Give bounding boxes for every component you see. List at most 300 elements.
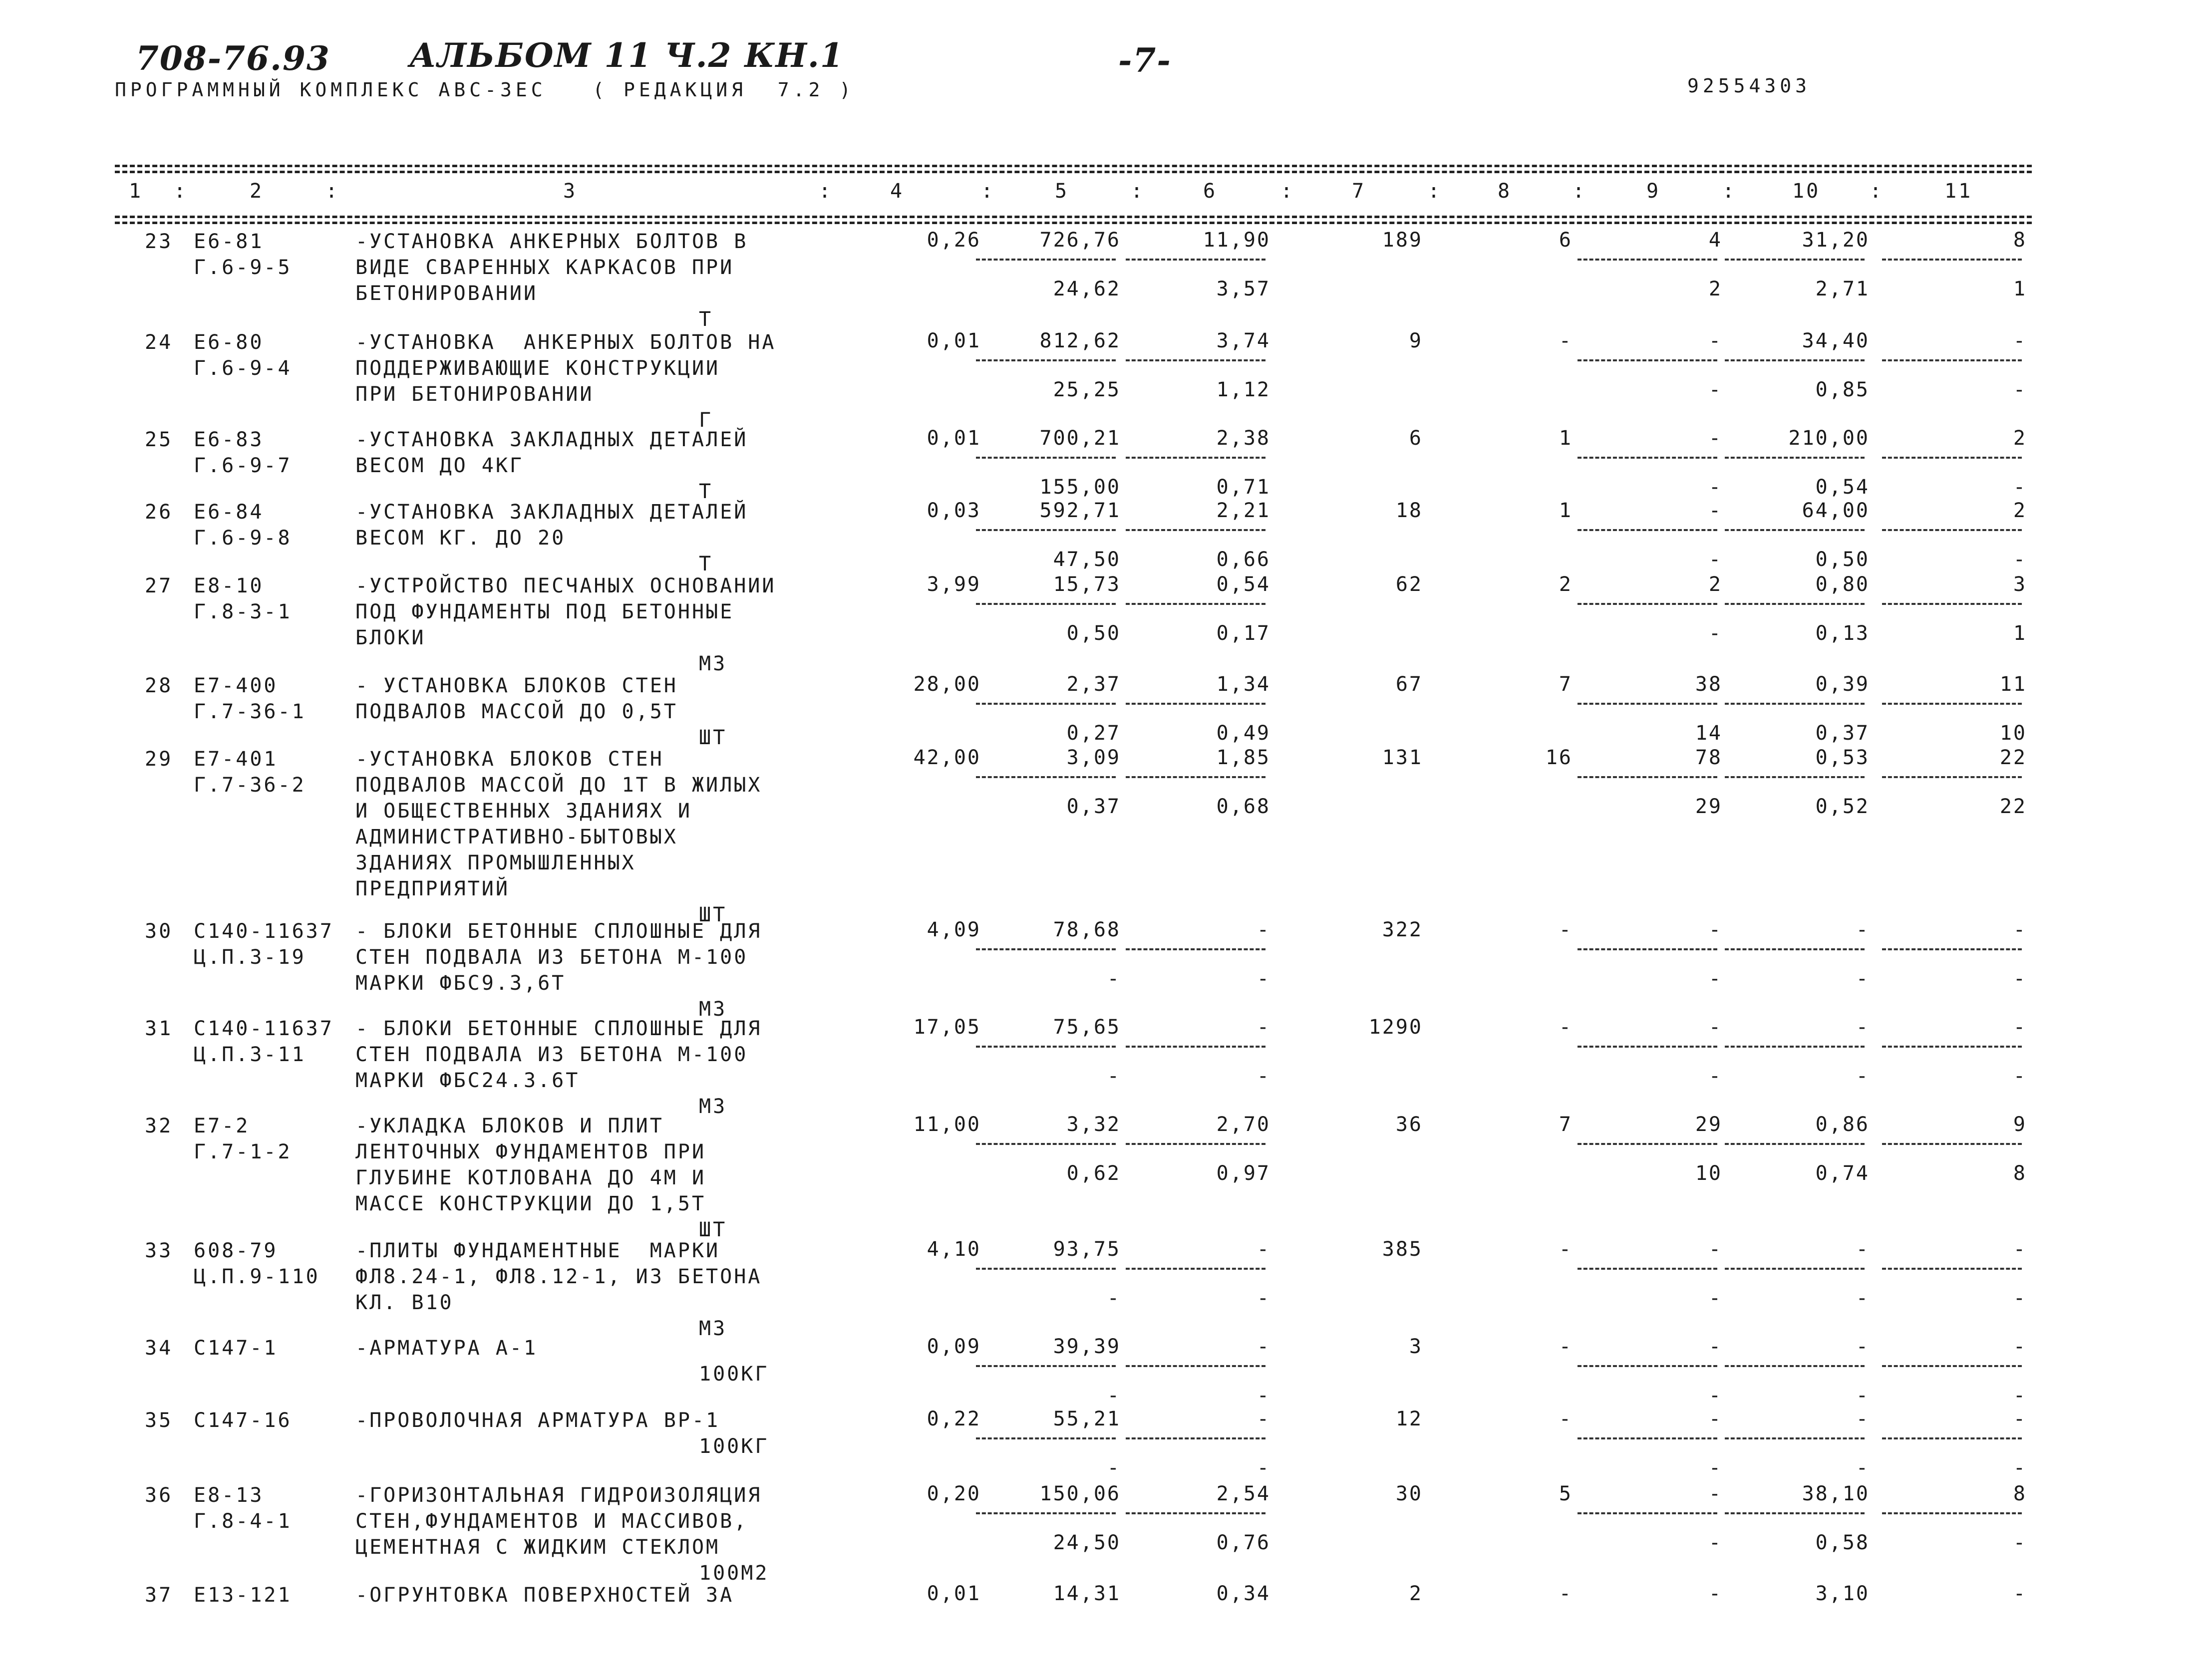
value-c9b: 14 <box>1695 722 1722 745</box>
value-c10: 0,80 <box>1815 573 1870 596</box>
value-c10: - <box>1856 1238 1870 1261</box>
value-c10b: - <box>1856 967 1870 990</box>
rate-code: Е8-13 <box>194 1484 264 1507</box>
value-c10b: 0,37 <box>1815 722 1870 745</box>
work-description-line: АДМИНИСТРАТИВНО-БЫТОВЫХ <box>355 826 678 848</box>
fraction-rule <box>1882 1512 2022 1514</box>
col-separator: : <box>1870 180 1884 203</box>
value-c11b: - <box>2013 1287 2027 1310</box>
fraction-rule <box>1126 1143 1265 1145</box>
value-c6b: - <box>1257 967 1270 990</box>
value-c6: 0,54 <box>1216 573 1270 596</box>
value-c5b: - <box>1107 1287 1121 1310</box>
row-number: 32 <box>145 1115 173 1137</box>
value-c6: - <box>1257 1016 1270 1039</box>
fraction-rule <box>1725 603 1865 605</box>
value-c7: 6 <box>1409 427 1423 450</box>
value-c11: - <box>2013 1407 2027 1430</box>
value-c11: - <box>2013 329 2027 352</box>
value-c5b: - <box>1107 1384 1121 1407</box>
value-c9: - <box>1708 1582 1722 1605</box>
value-c10: - <box>1856 1335 1870 1358</box>
work-description-line: ГЛУБИНЕ КОТЛОВАНА ДО 4М И <box>355 1166 706 1189</box>
col-header-10: 10 <box>1792 180 1821 203</box>
fraction-rule <box>1578 1365 1717 1367</box>
row-number: 23 <box>145 230 173 253</box>
col-separator: : <box>1280 180 1295 203</box>
fraction-rule <box>976 1365 1116 1367</box>
rate-reference: Г.6-9-5 <box>194 256 292 279</box>
fraction-rule <box>1725 1437 1865 1439</box>
rate-code: 608-79 <box>194 1239 278 1262</box>
value-c10b: 0,58 <box>1815 1531 1870 1554</box>
fraction-rule <box>1882 1143 2022 1145</box>
fraction-rule <box>1725 457 1865 459</box>
fraction-rule <box>1578 1512 1717 1514</box>
value-c4: 0,09 <box>927 1335 981 1358</box>
work-description-line: МАССЕ КОНСТРУКЦИИ ДО 1,5Т <box>355 1192 706 1215</box>
value-c7: 36 <box>1395 1113 1423 1136</box>
page-number: -7- <box>1118 41 1172 80</box>
value-c7: 67 <box>1395 673 1423 696</box>
work-description-line: КЛ. В10 <box>355 1291 454 1314</box>
value-c4: 28,00 <box>913 673 981 696</box>
fraction-rule <box>1882 1268 2022 1270</box>
fraction-rule <box>1126 776 1265 778</box>
fraction-rule <box>1882 1365 2022 1367</box>
col-separator: : <box>1573 180 1587 203</box>
fraction-rule <box>976 529 1116 531</box>
work-description-line: -УСТАНОВКА БЛОКОВ СТЕН <box>355 748 664 771</box>
value-c5: 3,32 <box>1066 1113 1121 1136</box>
value-c4: 11,00 <box>913 1113 981 1136</box>
rate-reference: Г.8-4-1 <box>194 1510 292 1533</box>
value-c6: 2,70 <box>1216 1113 1270 1136</box>
value-c8: - <box>1559 329 1573 352</box>
value-c6: - <box>1257 1335 1270 1358</box>
row-number: 24 <box>145 331 173 354</box>
col-separator: : <box>1428 180 1442 203</box>
measure-unit: Т <box>699 553 713 575</box>
value-c7: 2 <box>1409 1582 1423 1605</box>
rate-code: Е7-400 <box>194 674 278 697</box>
value-c5: 75,65 <box>1053 1016 1121 1039</box>
value-c5: 55,21 <box>1053 1407 1121 1430</box>
value-c10b: 0,85 <box>1815 378 1870 401</box>
value-c6: 2,38 <box>1216 427 1270 450</box>
fraction-rule <box>1882 1046 2022 1048</box>
row-number: 30 <box>145 920 173 943</box>
fraction-rule <box>1882 529 2022 531</box>
work-description-line: СТЕН,ФУНДАМЕНТОВ И МАССИВОВ, <box>355 1510 748 1533</box>
value-c6b: 0,66 <box>1216 548 1270 571</box>
value-c5: 2,37 <box>1066 673 1121 696</box>
fraction-rule <box>976 1437 1116 1439</box>
row-number: 28 <box>145 674 173 697</box>
value-c4: 4,10 <box>927 1238 981 1261</box>
fraction-rule <box>1578 1046 1717 1048</box>
value-c11: 2 <box>2013 427 2027 450</box>
value-c11b: - <box>2013 1531 2027 1554</box>
value-c5b: 47,50 <box>1053 548 1121 571</box>
value-c9: 4 <box>1708 229 1722 252</box>
fraction-rule <box>1126 948 1265 950</box>
value-c5: 93,75 <box>1053 1238 1121 1261</box>
measure-unit: ШТ <box>699 903 727 926</box>
value-c9: - <box>1708 1335 1722 1358</box>
col-header-2: 2 <box>250 180 264 203</box>
value-c9: - <box>1708 1238 1722 1261</box>
rate-code: Е6-84 <box>194 501 264 524</box>
value-c8: 6 <box>1559 229 1573 252</box>
value-c8: 2 <box>1559 573 1573 596</box>
work-description-line: ПОДВАЛОВ МАССОЙ ДО 0,5Т <box>355 700 678 723</box>
value-c7: 385 <box>1382 1238 1423 1261</box>
col-header-11: 11 <box>1944 180 1973 203</box>
value-c10b: 0,13 <box>1815 622 1870 645</box>
value-c6b: 0,68 <box>1216 795 1270 818</box>
work-description-line: -УСТАНОВКА ЗАКЛАДНЫХ ДЕТАЛЕЙ <box>355 501 748 524</box>
value-c6: 2,21 <box>1216 499 1270 522</box>
rate-code: Е6-83 <box>194 428 264 451</box>
work-description-line: -УСТАНОВКА ЗАКЛАДНЫХ ДЕТАЛЕЙ <box>355 428 748 451</box>
value-c4: 0,22 <box>927 1407 981 1430</box>
work-description-line: ВИДЕ СВАРЕННЫХ КАРКАСОВ ПРИ <box>355 256 734 279</box>
value-c5b: 24,62 <box>1053 278 1121 300</box>
value-c9b: - <box>1708 1065 1722 1088</box>
fraction-rule <box>1725 259 1865 261</box>
value-c9: 38 <box>1695 673 1722 696</box>
value-c6: 2,54 <box>1216 1482 1270 1505</box>
value-c9b: - <box>1708 622 1722 645</box>
value-c11: 3 <box>2013 573 2027 596</box>
value-c7: 18 <box>1395 499 1423 522</box>
work-description-line: -ОГРУНТОВКА ПОВЕРХНОСТЕЙ ЗА <box>355 1584 734 1607</box>
rate-code: Е6-80 <box>194 331 264 354</box>
fraction-rule <box>976 1143 1116 1145</box>
value-c11b: 1 <box>2013 622 2027 645</box>
value-c9b: - <box>1708 378 1722 401</box>
value-c4: 0,20 <box>927 1482 981 1505</box>
value-c6b: 0,17 <box>1216 622 1270 645</box>
value-c9b: 2 <box>1708 278 1722 300</box>
value-c6: 3,74 <box>1216 329 1270 352</box>
value-c10b: - <box>1856 1384 1870 1407</box>
fraction-rule <box>1578 529 1717 531</box>
fraction-rule <box>1578 457 1717 459</box>
table-top-rule-2 <box>115 171 2032 173</box>
value-c5b: - <box>1107 1456 1121 1479</box>
rate-code: Е7-401 <box>194 748 278 771</box>
col-header-6: 6 <box>1203 180 1218 203</box>
document-code: 708-76.93 <box>136 39 330 78</box>
value-c7: 189 <box>1382 229 1423 252</box>
fraction-rule <box>976 703 1116 705</box>
row-number: 33 <box>145 1239 173 1262</box>
value-c4: 0,26 <box>927 229 981 252</box>
fraction-rule <box>1126 1512 1265 1514</box>
work-description-line: -УСТАНОВКА АНКЕРНЫХ БОЛТОВ В <box>355 230 748 253</box>
value-c4: 0,01 <box>927 329 981 352</box>
value-c7: 12 <box>1395 1407 1423 1430</box>
work-description-line: -УСТАНОВКА АНКЕРНЫХ БОЛТОВ НА <box>355 331 776 354</box>
fraction-rule <box>1578 1437 1717 1439</box>
fraction-rule <box>976 1046 1116 1048</box>
fraction-rule <box>1126 457 1265 459</box>
value-c6: - <box>1257 918 1270 941</box>
value-c7: 62 <box>1395 573 1423 596</box>
fraction-rule <box>1882 359 2022 361</box>
value-c11b: 1 <box>2013 278 2027 300</box>
value-c9: - <box>1708 427 1722 450</box>
fraction-rule <box>1725 703 1865 705</box>
fraction-rule <box>1126 359 1265 361</box>
value-c6b: - <box>1257 1065 1270 1088</box>
value-c10b: 0,50 <box>1815 548 1870 571</box>
value-c11: - <box>2013 1335 2027 1358</box>
fraction-rule <box>1126 529 1265 531</box>
fraction-rule <box>1882 703 2022 705</box>
value-c6b: 0,71 <box>1216 476 1270 499</box>
work-description-line: -ПЛИТЫ ФУНДАМЕНТНЫЕ МАРКИ <box>355 1239 720 1262</box>
value-c5b: 0,62 <box>1066 1162 1121 1185</box>
value-c9: 78 <box>1695 746 1722 769</box>
value-c10: 3,10 <box>1815 1582 1870 1605</box>
value-c8: 1 <box>1559 427 1573 450</box>
work-description-line: СТЕН ПОДВАЛА ИЗ БЕТОНА М-100 <box>355 946 748 969</box>
value-c8: 7 <box>1559 673 1573 696</box>
value-c9: 2 <box>1708 573 1722 596</box>
value-c10: 0,39 <box>1815 673 1870 696</box>
value-c8: - <box>1559 1016 1573 1039</box>
rate-code: С140-11637 <box>194 1017 334 1040</box>
value-c6: 1,85 <box>1216 746 1270 769</box>
col-header-7: 7 <box>1352 180 1366 203</box>
value-c7: 30 <box>1395 1482 1423 1505</box>
value-c6b: - <box>1257 1456 1270 1479</box>
value-c5: 39,39 <box>1053 1335 1121 1358</box>
col-separator: : <box>1131 180 1145 203</box>
col-header-4: 4 <box>890 180 905 203</box>
rate-reference: Ц.П.3-19 <box>194 946 306 969</box>
value-c4: 42,00 <box>913 746 981 769</box>
fraction-rule <box>1725 529 1865 531</box>
value-c5: 700,21 <box>1039 427 1121 450</box>
value-c5b: 25,25 <box>1053 378 1121 401</box>
rate-reference: Г.6-9-8 <box>194 527 292 550</box>
fraction-rule <box>1578 948 1717 950</box>
fraction-rule <box>1882 948 2022 950</box>
row-number: 35 <box>145 1409 173 1432</box>
value-c9b: - <box>1708 1384 1722 1407</box>
fraction-rule <box>1725 359 1865 361</box>
fraction-rule <box>1578 1143 1717 1145</box>
measure-unit: М3 <box>699 1095 727 1118</box>
fraction-rule <box>976 457 1116 459</box>
value-c4: 4,09 <box>927 918 981 941</box>
value-c11b: 8 <box>2013 1162 2027 1185</box>
rate-reference: Ц.П.9-110 <box>194 1265 320 1288</box>
rate-reference: Г.6-9-4 <box>194 357 292 380</box>
value-c5: 78,68 <box>1053 918 1121 941</box>
measure-unit: 100КГ <box>699 1363 769 1386</box>
row-number: 31 <box>145 1017 173 1040</box>
value-c9b: - <box>1708 1287 1722 1310</box>
value-c10b: - <box>1856 1456 1870 1479</box>
value-c6: - <box>1257 1407 1270 1430</box>
fraction-rule <box>1725 1143 1865 1145</box>
work-description-line: ПОД ФУНДАМЕНТЫ ПОД БЕТОННЫЕ <box>355 600 734 623</box>
value-c5b: 0,50 <box>1066 622 1121 645</box>
value-c9: - <box>1708 918 1722 941</box>
value-c11b: - <box>2013 378 2027 401</box>
value-c11b: - <box>2013 548 2027 571</box>
row-number: 34 <box>145 1337 173 1360</box>
work-description-line: МАРКИ ФБС9.3,6Т <box>355 972 566 995</box>
fraction-rule <box>976 1512 1116 1514</box>
col-separator: : <box>325 180 340 203</box>
value-c10: 0,53 <box>1815 746 1870 769</box>
work-description-line: ПРИ БЕТОНИРОВАНИИ <box>355 383 594 406</box>
fraction-rule <box>1126 1046 1265 1048</box>
value-c4: 0,01 <box>927 1582 981 1605</box>
work-description-line: БЛОКИ <box>355 626 426 649</box>
header-bottom-rule <box>115 216 2032 218</box>
fraction-rule <box>1578 259 1717 261</box>
fraction-rule <box>1725 1512 1865 1514</box>
rate-code: Е13-121 <box>194 1584 292 1607</box>
measure-unit: М3 <box>699 1317 727 1340</box>
value-c9b: 10 <box>1695 1162 1722 1185</box>
fraction-rule <box>1882 1437 2022 1439</box>
value-c8: - <box>1559 918 1573 941</box>
fraction-rule <box>1882 776 2022 778</box>
fraction-rule <box>976 603 1116 605</box>
measure-unit: М3 <box>699 998 727 1021</box>
value-c4: 17,05 <box>913 1016 981 1039</box>
doc-number: 92554303 <box>1687 75 1811 97</box>
value-c9: 29 <box>1695 1113 1722 1136</box>
value-c9b: - <box>1708 1456 1722 1479</box>
value-c11: 9 <box>2013 1113 2027 1136</box>
work-description-line: ПОДДЕРЖИВАЮЩИЕ КОНСТРУКЦИИ <box>355 357 720 380</box>
value-c4: 3,99 <box>927 573 981 596</box>
value-c5: 726,76 <box>1039 229 1121 252</box>
value-c7: 9 <box>1409 329 1423 352</box>
fraction-rule <box>1725 1268 1865 1270</box>
value-c7: 1290 <box>1368 1016 1423 1039</box>
value-c6b: 3,57 <box>1216 278 1270 300</box>
measure-unit: Г <box>699 409 713 432</box>
value-c10b: - <box>1856 1287 1870 1310</box>
work-description-line: БЕТОНИРОВАНИИ <box>355 282 538 305</box>
value-c10: 34,40 <box>1802 329 1870 352</box>
album-title: АЛЬБОМ 11 Ч.2 КН.1 <box>409 36 844 75</box>
col-header-9: 9 <box>1646 180 1661 203</box>
value-c10b: - <box>1856 1065 1870 1088</box>
fraction-rule <box>1126 603 1265 605</box>
rate-code: Е6-81 <box>194 230 264 253</box>
row-number: 26 <box>145 501 173 524</box>
value-c8: 5 <box>1559 1482 1573 1505</box>
fraction-rule <box>976 948 1116 950</box>
value-c5: 3,09 <box>1066 746 1121 769</box>
col-header-1: 1 <box>129 180 143 203</box>
measure-unit: 100М2 <box>699 1562 769 1585</box>
value-c9b: - <box>1708 1531 1722 1554</box>
value-c11b: 22 <box>1999 795 2027 818</box>
fraction-rule <box>1126 703 1265 705</box>
value-c11: - <box>2013 1016 2027 1039</box>
header-bottom-rule-2 <box>115 222 2032 224</box>
value-c6b: 1,12 <box>1216 378 1270 401</box>
work-description-line: ПРЕДПРИЯТИЙ <box>355 877 510 900</box>
row-number: 27 <box>145 574 173 597</box>
value-c9: - <box>1708 1407 1722 1430</box>
value-c11b: - <box>2013 476 2027 499</box>
value-c6b: 0,97 <box>1216 1162 1270 1185</box>
value-c11b: 10 <box>1999 722 2027 745</box>
fraction-rule <box>1126 1268 1265 1270</box>
fraction-rule <box>1882 457 2022 459</box>
value-c9b: - <box>1708 476 1722 499</box>
rate-code: С147-16 <box>194 1409 292 1432</box>
value-c9: - <box>1708 499 1722 522</box>
rate-reference: Г.8-3-1 <box>194 600 292 623</box>
value-c5: 15,73 <box>1053 573 1121 596</box>
value-c9b: 29 <box>1695 795 1722 818</box>
fraction-rule <box>1578 776 1717 778</box>
value-c5: 812,62 <box>1039 329 1121 352</box>
fraction-rule <box>1578 603 1717 605</box>
rate-reference: Ц.П.3-11 <box>194 1043 306 1066</box>
measure-unit: Т <box>699 480 713 503</box>
value-c6b: 0,76 <box>1216 1531 1270 1554</box>
value-c5b: 155,00 <box>1039 476 1121 499</box>
program-line: ПРОГРАММНЫЙ КОМПЛЕКС АВС-3ЕС ( РЕДАКЦИЯ 7.2 ) <box>115 79 855 101</box>
value-c7: 322 <box>1382 918 1423 941</box>
work-description-line: -ГОРИЗОНТАЛЬНАЯ ГИДРОИЗОЛЯЦИЯ <box>355 1484 762 1507</box>
row-number: 25 <box>145 428 173 451</box>
value-c11b: - <box>2013 1456 2027 1479</box>
work-description-line: -УКЛАДКА БЛОКОВ И ПЛИТ <box>355 1115 664 1137</box>
value-c10: 64,00 <box>1802 499 1870 522</box>
work-description-line: - УСТАНОВКА БЛОКОВ СТЕН <box>355 674 678 697</box>
row-number: 29 <box>145 748 173 771</box>
fraction-rule <box>1578 1268 1717 1270</box>
work-description-line: И ОБЩЕСТВЕННЫХ ЗДАНИЯХ И <box>355 800 692 823</box>
col-separator: : <box>819 180 833 203</box>
fraction-rule <box>976 776 1116 778</box>
work-description-line: СТЕН ПОДВАЛА ИЗ БЕТОНА М-100 <box>355 1043 748 1066</box>
value-c10: 38,10 <box>1802 1482 1870 1505</box>
rate-code: С140-11637 <box>194 920 334 943</box>
rate-reference: Г.7-1-2 <box>194 1140 292 1163</box>
work-description-line: ФЛ8.24-1, ФЛ8.12-1, ИЗ БЕТОНА <box>355 1265 762 1288</box>
value-c11: - <box>2013 1582 2027 1605</box>
fraction-rule <box>1126 1437 1265 1439</box>
col-separator: : <box>1722 180 1737 203</box>
work-description-line: - БЛОКИ БЕТОННЫЕ СПЛОШНЫЕ ДЛЯ <box>355 1017 762 1040</box>
value-c10b: 0,54 <box>1815 476 1870 499</box>
value-c5: 14,31 <box>1053 1582 1121 1605</box>
work-description-line: -УСТРОЙСТВО ПЕСЧАНЫХ ОСНОВАНИИ <box>355 574 776 597</box>
value-c6: 1,34 <box>1216 673 1270 696</box>
value-c10: 0,86 <box>1815 1113 1870 1136</box>
work-description-line: ЛЕНТОЧНЫХ ФУНДАМЕНТОВ ПРИ <box>355 1140 706 1163</box>
value-c5b: 0,27 <box>1066 722 1121 745</box>
fraction-rule <box>976 1268 1116 1270</box>
